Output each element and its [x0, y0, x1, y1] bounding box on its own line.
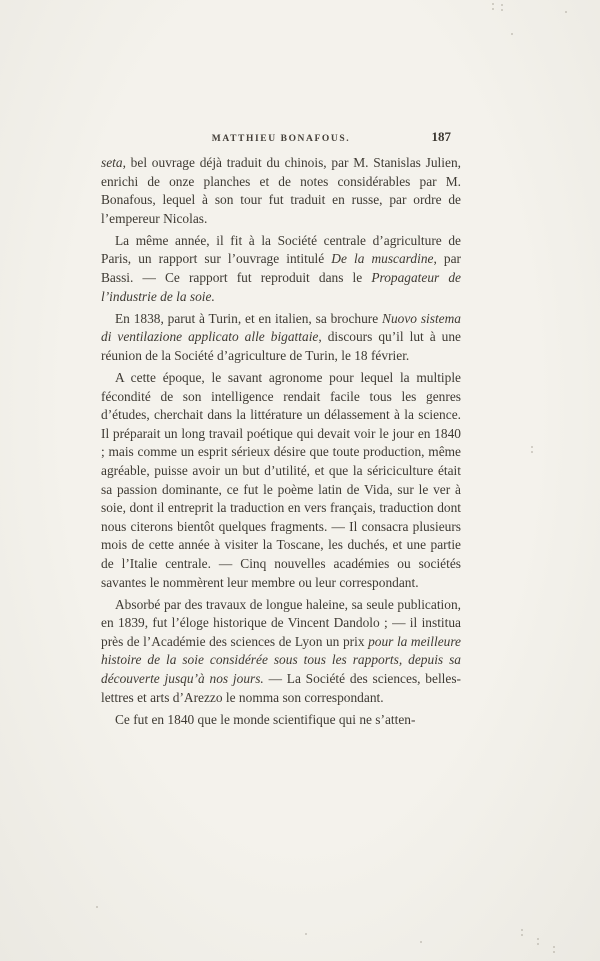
scan-artifact: [531, 446, 533, 448]
scan-artifact: [420, 941, 422, 943]
italic-text-run: seta: [101, 155, 123, 170]
page-number: 187: [431, 129, 451, 144]
page-body: [101, 154, 461, 733]
italic-text-run: pour la meilleure histoire de la soie considérée sous tous les rapports, depuis sa découverte jusqu’à nos jours.: [101, 633, 461, 687]
paragraph: [101, 232, 461, 306]
italic-text-run: Nuovo sistema di ventilazione applicato alle bigattaie: [101, 310, 461, 345]
paragraph: [101, 711, 461, 730]
text-run: En 1838, parut à Turin, et en italien, sa brochure: [115, 310, 383, 326]
page-header: [101, 131, 461, 149]
scan-artifact: [537, 938, 539, 940]
text-run: Ce fut en 1840 que le monde scientifique qui ne s’atten-: [115, 711, 416, 727]
scan-artifact: [565, 11, 567, 13]
paragraph: [101, 369, 461, 592]
paragraph: [101, 154, 461, 228]
scan-artifact: [96, 906, 98, 908]
scan-artifact: [305, 933, 307, 935]
scan-artifact: [521, 929, 523, 931]
italic-text-run: Propagateur de l’industrie de la soie.: [101, 270, 461, 304]
text-run: — La Société des sciences, belles-lettres et arts d’Arezzo le nomma son correspondant.: [101, 671, 461, 705]
running-title: MATTHIEU BONAFOUS.: [211, 134, 351, 144]
text-run: , discours qu’il lut à une réunion de la Société d’agriculture de Turin, le 18 février.: [101, 329, 462, 363]
scan-artifact: [511, 33, 513, 35]
text-run: , par Bassi. — Ce rapport fut reproduit dans le: [101, 251, 461, 286]
text-run: La même année, il fit à la Société centrale d’agriculture de Paris, un rapport sur l’ouvrage intitulé: [101, 232, 461, 267]
scan-artifact: [501, 4, 503, 6]
text-run: A cette époque, le savant agronome pour lequel la multiple fécondité de son intelligence rendait facile tous les genres d’études, cherchait dans la littérature un délassement à la science. Il préparait un long travail poétique qui devait voir le jour en 1840 ; mais comme un esprit sérieux désire que toute production, même agréable, puisse avoir un but d’utilité, et que la sériciculture était sa passion dominante, ce fut le poème latin de Vida, sur le ver à soie, dont il entreprit la traduction en vers français, traduction dont nous citerons bientôt quelques fragments. — Il consacra plusieurs mois de cette année à visiter la Toscane, les duchés, et une partie de l’Italie centrale. — Cinq nouvelles académies ou sociétés savantes le nommèrent leur membre ou leur correspondant.: [101, 370, 461, 590]
scan-artifact: [553, 946, 555, 948]
text-run: , bel ouvrage déjà traduit du chinois, par M. Stanislas Julien, enrichi de onze planches et de notes considérables par M. Bonafous, lequel à son tour fut traduit en russe, par ordre de l’empereur Nicolas.: [101, 155, 461, 226]
text-run: Absorbé par des travaux de longue haleine, sa seule publication, en 1839, fut l’éloge historique de Vincent Dandolo ; — il institua près de l’Académie des sciences de Lyon un prix: [101, 596, 461, 649]
paragraph: [101, 596, 461, 708]
italic-text-run: De la muscardine: [331, 251, 434, 267]
scan-artifact: [492, 3, 494, 5]
paragraph: [101, 310, 461, 366]
